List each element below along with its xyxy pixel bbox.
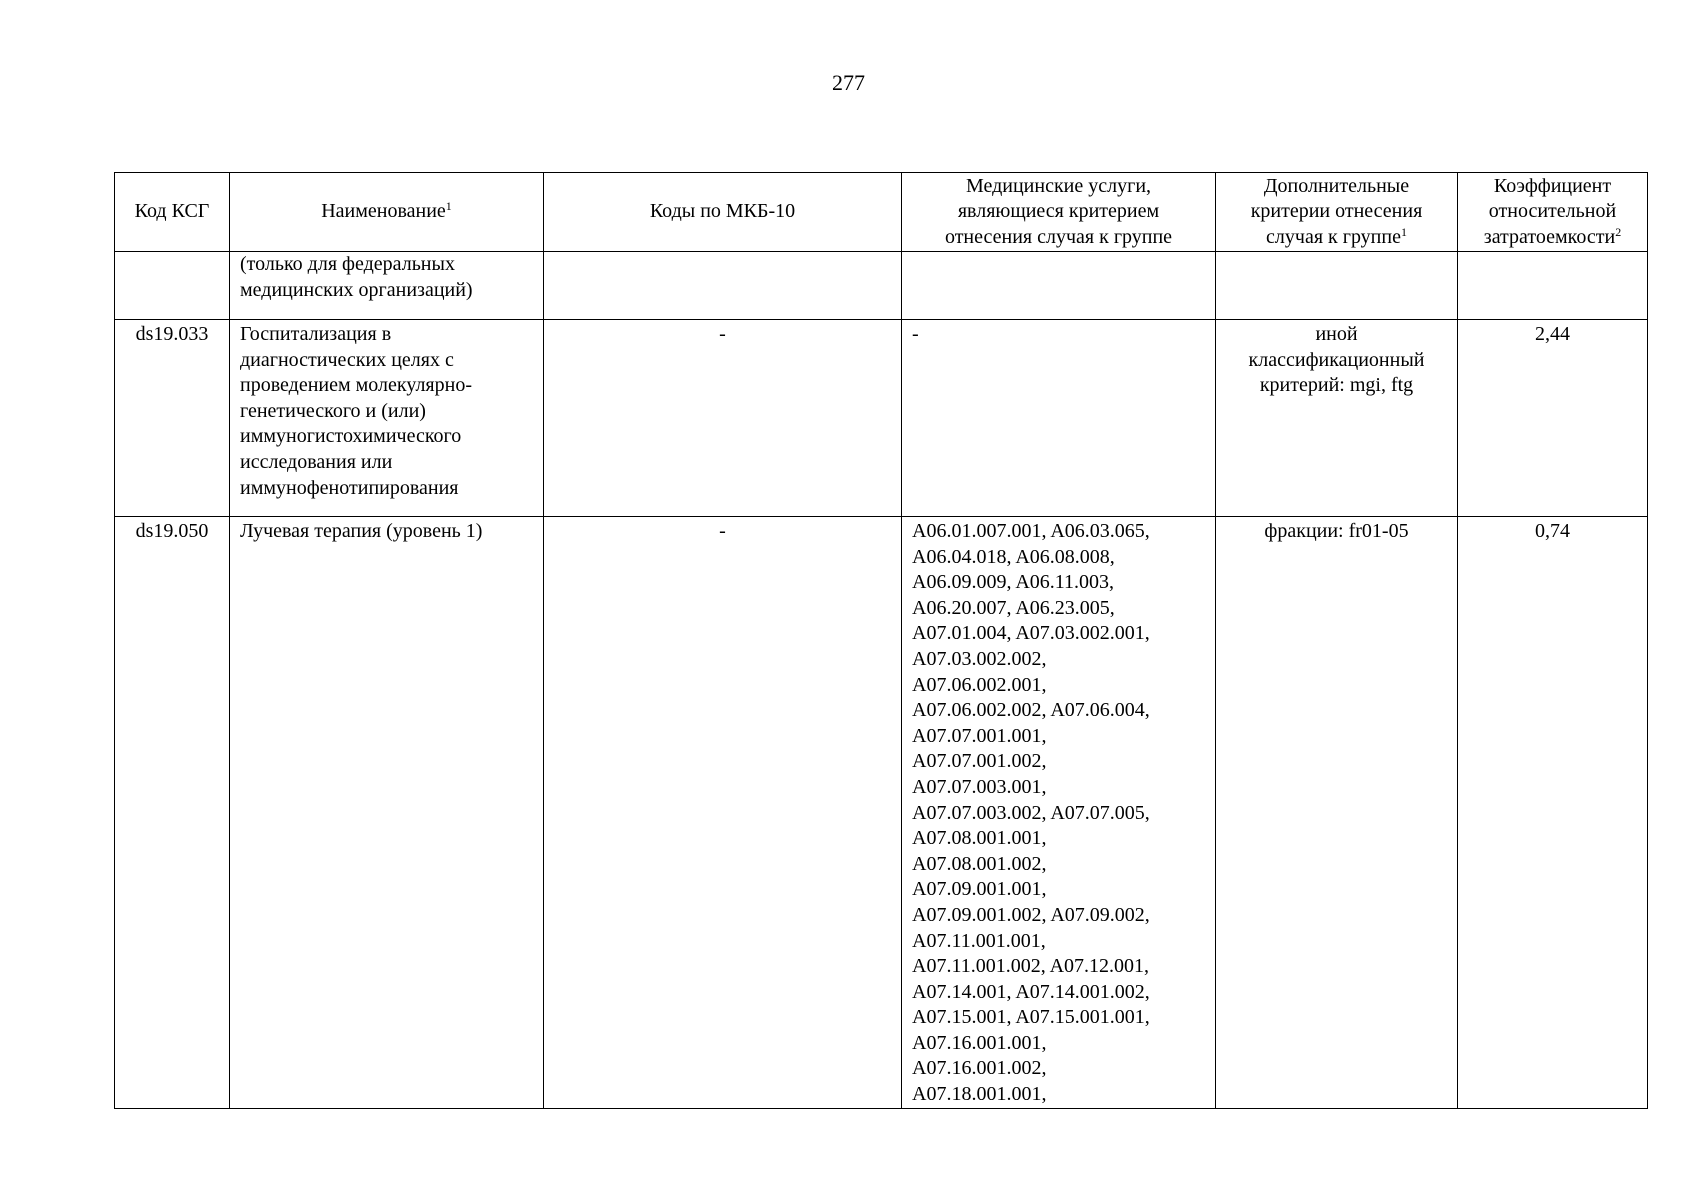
cell-line: A07.11.001.002, A07.12.001, [912, 955, 1150, 978]
cell-extra-criteria [1216, 252, 1458, 320]
footnote-marker: 2 [1615, 224, 1622, 239]
cell-line: A07.03.002.002, [912, 647, 1047, 670]
cell-text: ds19.033 [135, 323, 209, 345]
cell-text: ds19.050 [135, 520, 209, 542]
cell-line: Госпитализация в [240, 323, 392, 345]
cell-code [115, 252, 230, 320]
cell-line: A06.20.007, A06.23.005, [912, 596, 1115, 619]
cell-line: A07.15.001, A07.15.001.001, [912, 1006, 1150, 1029]
cell-line: A07.16.001.002, [912, 1057, 1047, 1080]
cell-line: исследования или [240, 450, 393, 473]
header-services: Медицинские услуги, являющиеся критерием отнесения случая к группе [902, 173, 1216, 252]
cell-line: (только для федеральных [240, 253, 455, 275]
cell-coefficient [1458, 320, 1648, 517]
header-name: Наименование$^1$ [230, 173, 544, 252]
cell-line: A06.04.018, A06.08.008, [912, 545, 1115, 568]
table-row [115, 517, 1648, 1109]
cell-line: A07.11.001.001, [912, 929, 1046, 952]
cell-line: A07.07.003.002, A07.07.005, [912, 801, 1150, 824]
cell-line: A07.08.001.001, [912, 827, 1047, 850]
cell-line: A07.08.001.002, [912, 852, 1047, 875]
footnote-marker: 1 [445, 199, 452, 214]
header-icd: Коды по МКБ-10 [544, 173, 902, 252]
cell-line: иной [1315, 323, 1358, 345]
cell-coefficient [1458, 517, 1648, 1109]
cell-line: генетического и (или) [240, 399, 426, 422]
cell-line: критерий: mgi, ftg [1259, 374, 1414, 397]
cell-icd-codes [544, 320, 902, 517]
cell-line: иммунофенотипирования [240, 476, 459, 499]
cell-icd-codes [544, 252, 902, 320]
table-row [115, 320, 1648, 517]
cell-line: A07.01.004, A07.03.002.001, [912, 622, 1150, 645]
ksg-table [114, 172, 1648, 1109]
cell-line: проведением молекулярно- [240, 374, 472, 397]
cell-services [902, 517, 1216, 1109]
cell-line: A07.07.001.002, [912, 750, 1047, 773]
cell-line: Лучевая терапия (уровень 1) [240, 520, 483, 542]
cell-name [230, 320, 544, 517]
cell-line: диагностических целях с [240, 348, 454, 371]
footnote-marker: 1 [1400, 224, 1407, 239]
cell-line: A06.01.007.001, A06.03.065, [912, 520, 1150, 542]
cell-line: A07.09.001.001, [912, 878, 1047, 901]
cell-line: A07.07.001.001, [912, 724, 1047, 747]
cell-line: A07.18.001.001, [912, 1083, 1047, 1106]
cell-line: фракции: fr01-05 [1264, 520, 1409, 542]
cell-text: 2,44 [1535, 323, 1570, 345]
cell-services [902, 320, 1216, 517]
cell-line: медицинских организаций) [240, 278, 473, 301]
cell-line: иммуногистохимического [240, 425, 462, 448]
cell-extra-criteria [1216, 320, 1458, 517]
cell-text: 0,74 [1535, 520, 1570, 542]
page-number: 277 [832, 70, 865, 95]
cell-services [902, 252, 1216, 320]
table-row [115, 252, 1648, 320]
cell-line: A07.16.001.001, [912, 1031, 1047, 1054]
cell-extra-criteria [1216, 517, 1458, 1109]
cell-icd-codes [544, 517, 902, 1109]
cell-name [230, 517, 544, 1109]
cell-name [230, 252, 544, 320]
header-coefficient: Коэффициент относительной затратоемкости$^2$ [1458, 173, 1648, 252]
header-extra-criteria: Дополнительные критерии отнесения случая к группе$^1$ [1216, 173, 1458, 252]
cell-line: - [912, 323, 919, 345]
cell-line: A07.09.001.002, A07.09.002, [912, 903, 1150, 926]
cell-line: A07.06.002.001, [912, 673, 1047, 696]
cell-line: A07.07.003.001, [912, 775, 1047, 798]
cell-text: - [719, 520, 726, 542]
cell-coefficient [1458, 252, 1648, 320]
cell-line: классификационный [1248, 348, 1425, 371]
cell-code [115, 320, 230, 517]
cell-line: A07.06.002.002, A07.06.004, [912, 699, 1150, 722]
cell-text: - [719, 323, 726, 345]
cell-line: A06.09.009, A06.11.003, [912, 571, 1115, 594]
cell-line: A07.14.001, A07.14.001.002, [912, 980, 1150, 1003]
cell-code [115, 517, 230, 1109]
header-code: Код КСГ [115, 173, 230, 252]
table-header-row [115, 173, 1648, 252]
